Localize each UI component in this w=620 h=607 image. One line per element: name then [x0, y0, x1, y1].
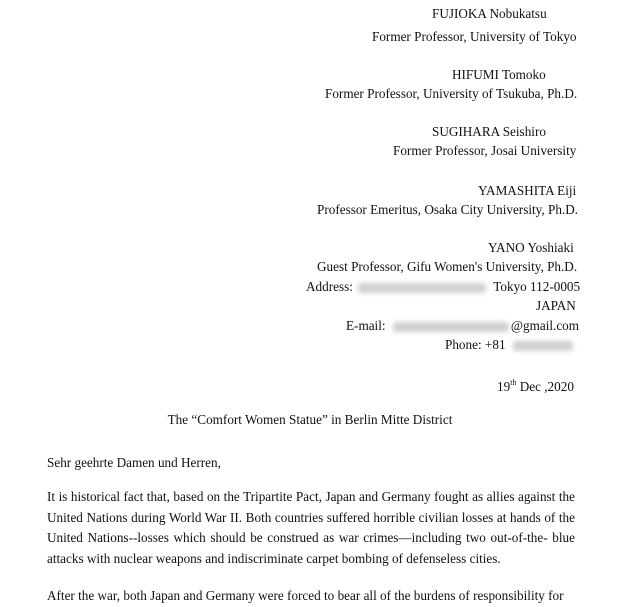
- body-paragraph: It is historical fact that, based on the Tripartite Pact, Japan and Germany fought as allies against the United Nations during World War II. Both countries suffered horrible civilian losses at hands of the United Nations--losses which should be construed as war crimes—including two out-of-the- blue attacks with nuclear weapons and indiscriminate carpet bombing of defenseless cities.: [47, 489, 575, 566]
- email-domain: @gmail.com: [510, 318, 580, 333]
- signatory-affiliation: Former Professor, Josai University: [393, 143, 577, 158]
- date-rest: Dec ,2020: [516, 379, 574, 394]
- signatory-affiliation: Professor Emeritus, Osaka City University, Ph.D.: [317, 202, 579, 217]
- email-line: [346, 318, 579, 334]
- signatory-name: YANO Yoshiaki: [488, 240, 574, 255]
- letter-date: [497, 375, 574, 395]
- signatory-name: FUJIOKA Nobukatsu: [432, 6, 547, 21]
- address-country: JAPAN: [536, 298, 576, 313]
- signatory-affiliation: Guest Professor, Gifu Women's University, Ph.D.: [317, 259, 578, 274]
- signatory-name: HIFUMI Tomoko: [452, 67, 546, 82]
- phone-line: [445, 337, 573, 353]
- redacted-phone: [513, 341, 573, 351]
- redacted-address: [358, 283, 486, 293]
- salutation: Sehr geehrte Damen und Herren,: [47, 455, 221, 470]
- signatory-affiliation: Former Professor, University of Tokyo: [372, 29, 577, 44]
- signatory-affiliation: Former Professor, University of Tsukuba, Ph.D.: [325, 86, 578, 101]
- address-label: Address:: [306, 279, 353, 294]
- address-city: Tokyo 112-0005: [493, 279, 581, 294]
- signatory-name: SUGIHARA Seishiro: [432, 124, 546, 139]
- address-line: [306, 279, 580, 295]
- body-paragraph: After the war, both Japan and Germany were forced to bear all of the burdens of responsibility for: [47, 588, 564, 603]
- email-label: E-mail:: [346, 318, 386, 333]
- phone-label: Phone: +81: [445, 337, 506, 352]
- redacted-email: [393, 322, 509, 332]
- date-suffix: th: [510, 378, 517, 387]
- letter-title: The “Comfort Women Statue” in Berlin Mitte District: [167, 412, 453, 427]
- signatory-name: YAMASHITA Eiji: [478, 183, 577, 198]
- date-day: 19: [497, 379, 511, 394]
